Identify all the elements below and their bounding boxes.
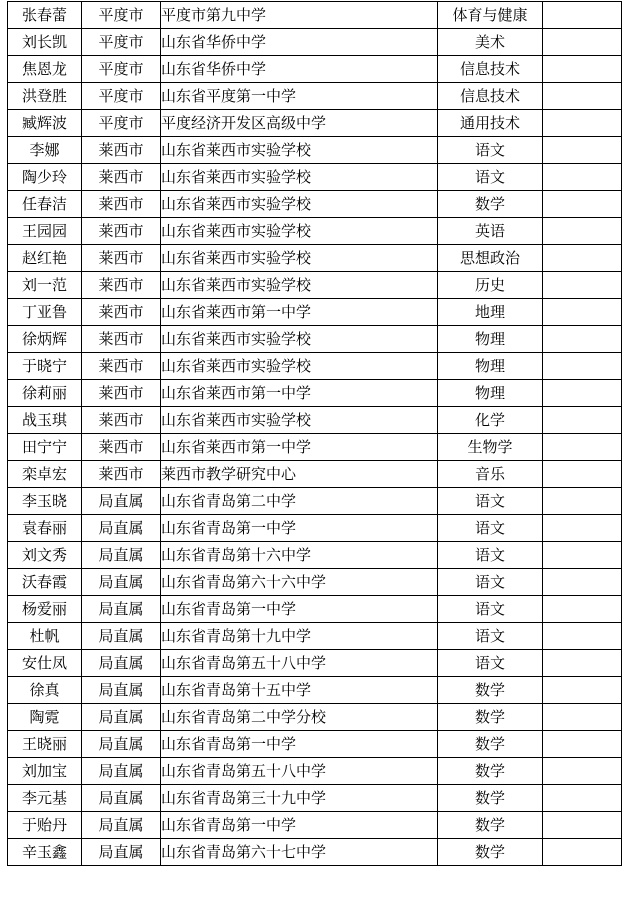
school-cell: 山东省莱西市第一中学 [161, 434, 438, 461]
teacher-name-cell: 于贻丹 [8, 812, 82, 839]
subject-cell: 数学 [438, 731, 543, 758]
teacher-name-cell: 辛玉鑫 [8, 839, 82, 866]
blank-cell [543, 380, 622, 407]
district-cell: 局直属 [82, 812, 161, 839]
district-cell: 莱西市 [82, 353, 161, 380]
subject-cell: 语文 [438, 137, 543, 164]
blank-cell [543, 56, 622, 83]
blank-cell [543, 623, 622, 650]
district-cell: 局直属 [82, 596, 161, 623]
teacher-name-cell: 刘加宝 [8, 758, 82, 785]
subject-cell: 物理 [438, 326, 543, 353]
blank-cell [543, 83, 622, 110]
blank-cell [543, 29, 622, 56]
subject-cell: 语文 [438, 623, 543, 650]
teacher-name-cell: 任春洁 [8, 191, 82, 218]
school-cell: 山东省青岛第一中学 [161, 515, 438, 542]
district-cell: 局直属 [82, 515, 161, 542]
subject-cell: 数学 [438, 785, 543, 812]
school-cell: 山东省莱西市实验学校 [161, 353, 438, 380]
table-row [8, 596, 622, 623]
blank-cell [543, 758, 622, 785]
table-row [8, 137, 622, 164]
subject-cell: 音乐 [438, 461, 543, 488]
district-cell: 莱西市 [82, 407, 161, 434]
subject-cell: 通用技术 [438, 110, 543, 137]
blank-cell [543, 218, 622, 245]
school-cell: 山东省莱西市实验学校 [161, 272, 438, 299]
table-row [8, 758, 622, 785]
subject-cell: 数学 [438, 812, 543, 839]
school-cell: 山东省莱西市实验学校 [161, 245, 438, 272]
school-cell: 山东省莱西市实验学校 [161, 326, 438, 353]
table-row [8, 812, 622, 839]
table-row [8, 677, 622, 704]
table-row [8, 272, 622, 299]
blank-cell [543, 434, 622, 461]
district-cell: 平度市 [82, 110, 161, 137]
school-cell: 山东省华侨中学 [161, 56, 438, 83]
district-cell: 局直属 [82, 731, 161, 758]
blank-cell [543, 461, 622, 488]
subject-cell: 语文 [438, 650, 543, 677]
teacher-name-cell: 丁亚鲁 [8, 299, 82, 326]
table-row [8, 785, 622, 812]
teacher-name-cell: 焦恩龙 [8, 56, 82, 83]
roster-table [7, 1, 622, 866]
blank-cell [543, 704, 622, 731]
school-cell: 莱西市教学研究中心 [161, 461, 438, 488]
teacher-name-cell: 沃春霞 [8, 569, 82, 596]
blank-cell [543, 731, 622, 758]
subject-cell: 物理 [438, 380, 543, 407]
school-cell: 平度市第九中学 [161, 2, 438, 29]
district-cell: 莱西市 [82, 299, 161, 326]
table-row [8, 353, 622, 380]
blank-cell [543, 110, 622, 137]
district-cell: 局直属 [82, 488, 161, 515]
teacher-name-cell: 徐炳辉 [8, 326, 82, 353]
table-row [8, 83, 622, 110]
district-cell: 莱西市 [82, 191, 161, 218]
table-row [8, 515, 622, 542]
table-row [8, 164, 622, 191]
subject-cell: 语文 [438, 542, 543, 569]
district-cell: 局直属 [82, 542, 161, 569]
teacher-name-cell: 徐莉丽 [8, 380, 82, 407]
table-row [8, 623, 622, 650]
district-cell: 局直属 [82, 704, 161, 731]
blank-cell [543, 272, 622, 299]
subject-cell: 数学 [438, 758, 543, 785]
district-cell: 莱西市 [82, 137, 161, 164]
teacher-name-cell: 安仕凤 [8, 650, 82, 677]
blank-cell [543, 191, 622, 218]
subject-cell: 生物学 [438, 434, 543, 461]
district-cell: 局直属 [82, 758, 161, 785]
table-row [8, 380, 622, 407]
blank-cell [543, 2, 622, 29]
table-row [8, 704, 622, 731]
teacher-name-cell: 刘一范 [8, 272, 82, 299]
teacher-name-cell: 杜帆 [8, 623, 82, 650]
table-row [8, 2, 622, 29]
teacher-name-cell: 战玉琪 [8, 407, 82, 434]
subject-cell: 语文 [438, 569, 543, 596]
school-cell: 山东省青岛第十六中学 [161, 542, 438, 569]
school-cell: 山东省平度第一中学 [161, 83, 438, 110]
teacher-name-cell: 赵红艳 [8, 245, 82, 272]
table-row [8, 407, 622, 434]
blank-cell [543, 677, 622, 704]
district-cell: 莱西市 [82, 245, 161, 272]
subject-cell: 思想政治 [438, 245, 543, 272]
blank-cell [543, 542, 622, 569]
subject-cell: 化学 [438, 407, 543, 434]
district-cell: 平度市 [82, 56, 161, 83]
table-row [8, 731, 622, 758]
district-cell: 局直属 [82, 623, 161, 650]
teacher-name-cell: 臧辉波 [8, 110, 82, 137]
table-row [8, 29, 622, 56]
teacher-name-cell: 李娜 [8, 137, 82, 164]
district-cell: 莱西市 [82, 164, 161, 191]
table-row [8, 650, 622, 677]
table-row [8, 542, 622, 569]
teacher-name-cell: 田宁宁 [8, 434, 82, 461]
subject-cell: 语文 [438, 488, 543, 515]
teacher-name-cell: 洪登胜 [8, 83, 82, 110]
teacher-name-cell: 袁春丽 [8, 515, 82, 542]
teacher-name-cell: 陶少玲 [8, 164, 82, 191]
blank-cell [543, 839, 622, 866]
teacher-name-cell: 杨爱丽 [8, 596, 82, 623]
school-cell: 山东省青岛第六十六中学 [161, 569, 438, 596]
school-cell: 山东省莱西市实验学校 [161, 137, 438, 164]
roster-table-body [8, 2, 622, 866]
school-cell: 山东省青岛第一中学 [161, 812, 438, 839]
district-cell: 局直属 [82, 569, 161, 596]
blank-cell [543, 353, 622, 380]
subject-cell: 地理 [438, 299, 543, 326]
teacher-name-cell: 陶霓 [8, 704, 82, 731]
school-cell: 山东省青岛第十九中学 [161, 623, 438, 650]
district-cell: 莱西市 [82, 272, 161, 299]
subject-cell: 物理 [438, 353, 543, 380]
district-cell: 莱西市 [82, 434, 161, 461]
district-cell: 平度市 [82, 29, 161, 56]
district-cell: 局直属 [82, 839, 161, 866]
school-cell: 山东省莱西市实验学校 [161, 191, 438, 218]
blank-cell [543, 569, 622, 596]
district-cell: 莱西市 [82, 218, 161, 245]
subject-cell: 数学 [438, 677, 543, 704]
district-cell: 局直属 [82, 785, 161, 812]
blank-cell [543, 515, 622, 542]
table-row [8, 434, 622, 461]
teacher-name-cell: 栾卓宏 [8, 461, 82, 488]
teacher-name-cell: 刘长凯 [8, 29, 82, 56]
table-row [8, 299, 622, 326]
school-cell: 山东省青岛第五十八中学 [161, 650, 438, 677]
district-cell: 平度市 [82, 2, 161, 29]
subject-cell: 数学 [438, 704, 543, 731]
blank-cell [543, 596, 622, 623]
blank-cell [543, 299, 622, 326]
table-row [8, 569, 622, 596]
teacher-name-cell: 刘文秀 [8, 542, 82, 569]
subject-cell: 数学 [438, 839, 543, 866]
blank-cell [543, 650, 622, 677]
teacher-name-cell: 李玉晓 [8, 488, 82, 515]
table-row [8, 326, 622, 353]
district-cell: 平度市 [82, 83, 161, 110]
blank-cell [543, 245, 622, 272]
subject-cell: 语文 [438, 596, 543, 623]
blank-cell [543, 785, 622, 812]
school-cell: 山东省青岛第一中学 [161, 596, 438, 623]
blank-cell [543, 407, 622, 434]
subject-cell: 信息技术 [438, 83, 543, 110]
subject-cell: 历史 [438, 272, 543, 299]
table-row [8, 245, 622, 272]
school-cell: 山东省莱西市实验学校 [161, 218, 438, 245]
table-row [8, 56, 622, 83]
subject-cell: 数学 [438, 191, 543, 218]
district-cell: 局直属 [82, 677, 161, 704]
teacher-name-cell: 李元基 [8, 785, 82, 812]
subject-cell: 信息技术 [438, 56, 543, 83]
blank-cell [543, 326, 622, 353]
subject-cell: 美术 [438, 29, 543, 56]
school-cell: 山东省莱西市第一中学 [161, 299, 438, 326]
district-cell: 莱西市 [82, 326, 161, 353]
table-row [8, 191, 622, 218]
school-cell: 山东省青岛第五十八中学 [161, 758, 438, 785]
subject-cell: 英语 [438, 218, 543, 245]
subject-cell: 语文 [438, 515, 543, 542]
district-cell: 莱西市 [82, 380, 161, 407]
table-row [8, 461, 622, 488]
subject-cell: 体育与健康 [438, 2, 543, 29]
teacher-name-cell: 徐真 [8, 677, 82, 704]
school-cell: 山东省华侨中学 [161, 29, 438, 56]
district-cell: 局直属 [82, 650, 161, 677]
teacher-name-cell: 王园园 [8, 218, 82, 245]
teacher-name-cell: 于晓宁 [8, 353, 82, 380]
blank-cell [543, 137, 622, 164]
table-row [8, 839, 622, 866]
school-cell: 山东省青岛第二中学 [161, 488, 438, 515]
blank-cell [543, 488, 622, 515]
table-row [8, 110, 622, 137]
school-cell: 山东省青岛第三十九中学 [161, 785, 438, 812]
school-cell: 山东省莱西市实验学校 [161, 164, 438, 191]
teacher-name-cell: 张春蕾 [8, 2, 82, 29]
teacher-name-cell: 王晓丽 [8, 731, 82, 758]
school-cell: 山东省青岛第一中学 [161, 731, 438, 758]
school-cell: 山东省青岛第十五中学 [161, 677, 438, 704]
school-cell: 山东省莱西市实验学校 [161, 407, 438, 434]
table-row [8, 488, 622, 515]
school-cell: 山东省莱西市第一中学 [161, 380, 438, 407]
district-cell: 莱西市 [82, 461, 161, 488]
table-row [8, 218, 622, 245]
school-cell: 平度经济开发区高级中学 [161, 110, 438, 137]
subject-cell: 语文 [438, 164, 543, 191]
blank-cell [543, 812, 622, 839]
school-cell: 山东省青岛第二中学分校 [161, 704, 438, 731]
blank-cell [543, 164, 622, 191]
school-cell: 山东省青岛第六十七中学 [161, 839, 438, 866]
